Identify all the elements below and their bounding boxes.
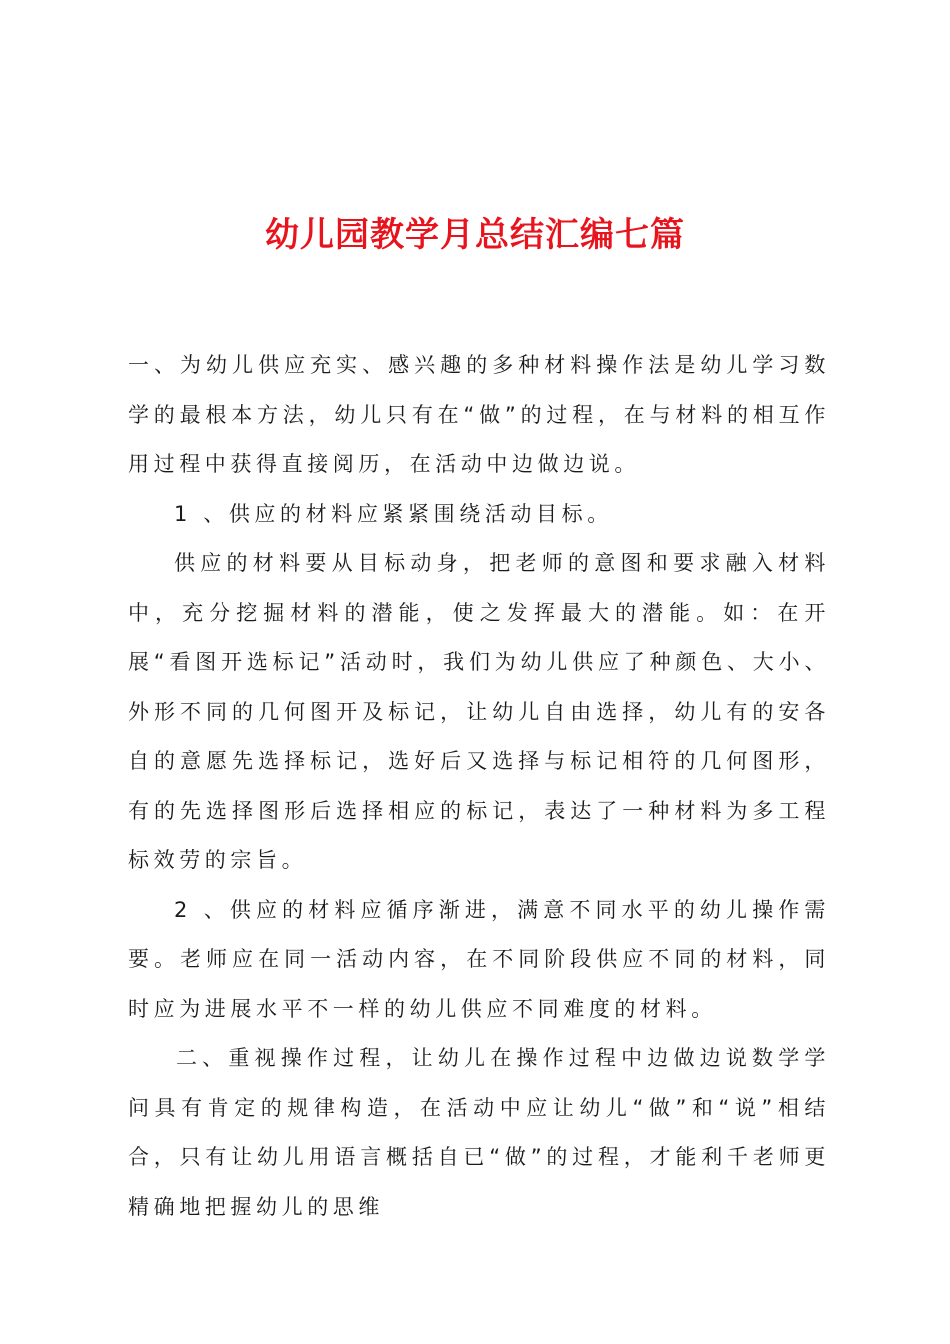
paragraph-item-two: 2 、供应的材料应循序渐进，满意不同水平的幼儿操作需要。老师应在同一活动内容，在不同阶段供应不同的材料，同时应为进展水平不一样的幼儿供应不同难度的材料。: [128, 897, 830, 1021]
paragraph-section-two: 二、重视操作过程，让幼儿在操作过程中边做边说数学学问具有肯定的规律构造，在活动中应让幼儿“做”和“说”相结合，只有让幼儿用语言概括自已“做”的过程，才能利千老师更精确地把握幼儿的思维: [128, 1046, 830, 1219]
paragraph-section-one: 一、为幼儿供应充实、感兴趣的多种材料操作法是幼儿学习数学的最根本方法，幼儿只有在“做”的过程，在与材料的相互作用过程中获得直接阅历，在活动中边做边说。: [128, 353, 830, 476]
document-body: [128, 341, 830, 1232]
paragraph-item-one-detail: 供应的材料要从目标动身，把老师的意图和要求融入材料中，充分挖掘材料的潜能，使之发挥最大的潜能。如：在开展“看图开选标记”活动时，我们为幼儿供应了种颜色、大小、外形不同的几何图开及标记，让幼儿自由选择，幼儿有的安各自的意愿先选择标记，选好后又选择与标记相符的几何图形，有的先选择图形后选择相应的标记，表达了一种材料为多工程标效劳的宗旨。: [128, 551, 830, 872]
paragraph-item-one: 1 、供应的材料应紧紧围绕活动目标。: [174, 501, 613, 526]
document-title: 幼儿园教学月总结汇编七篇: [265, 215, 685, 255]
